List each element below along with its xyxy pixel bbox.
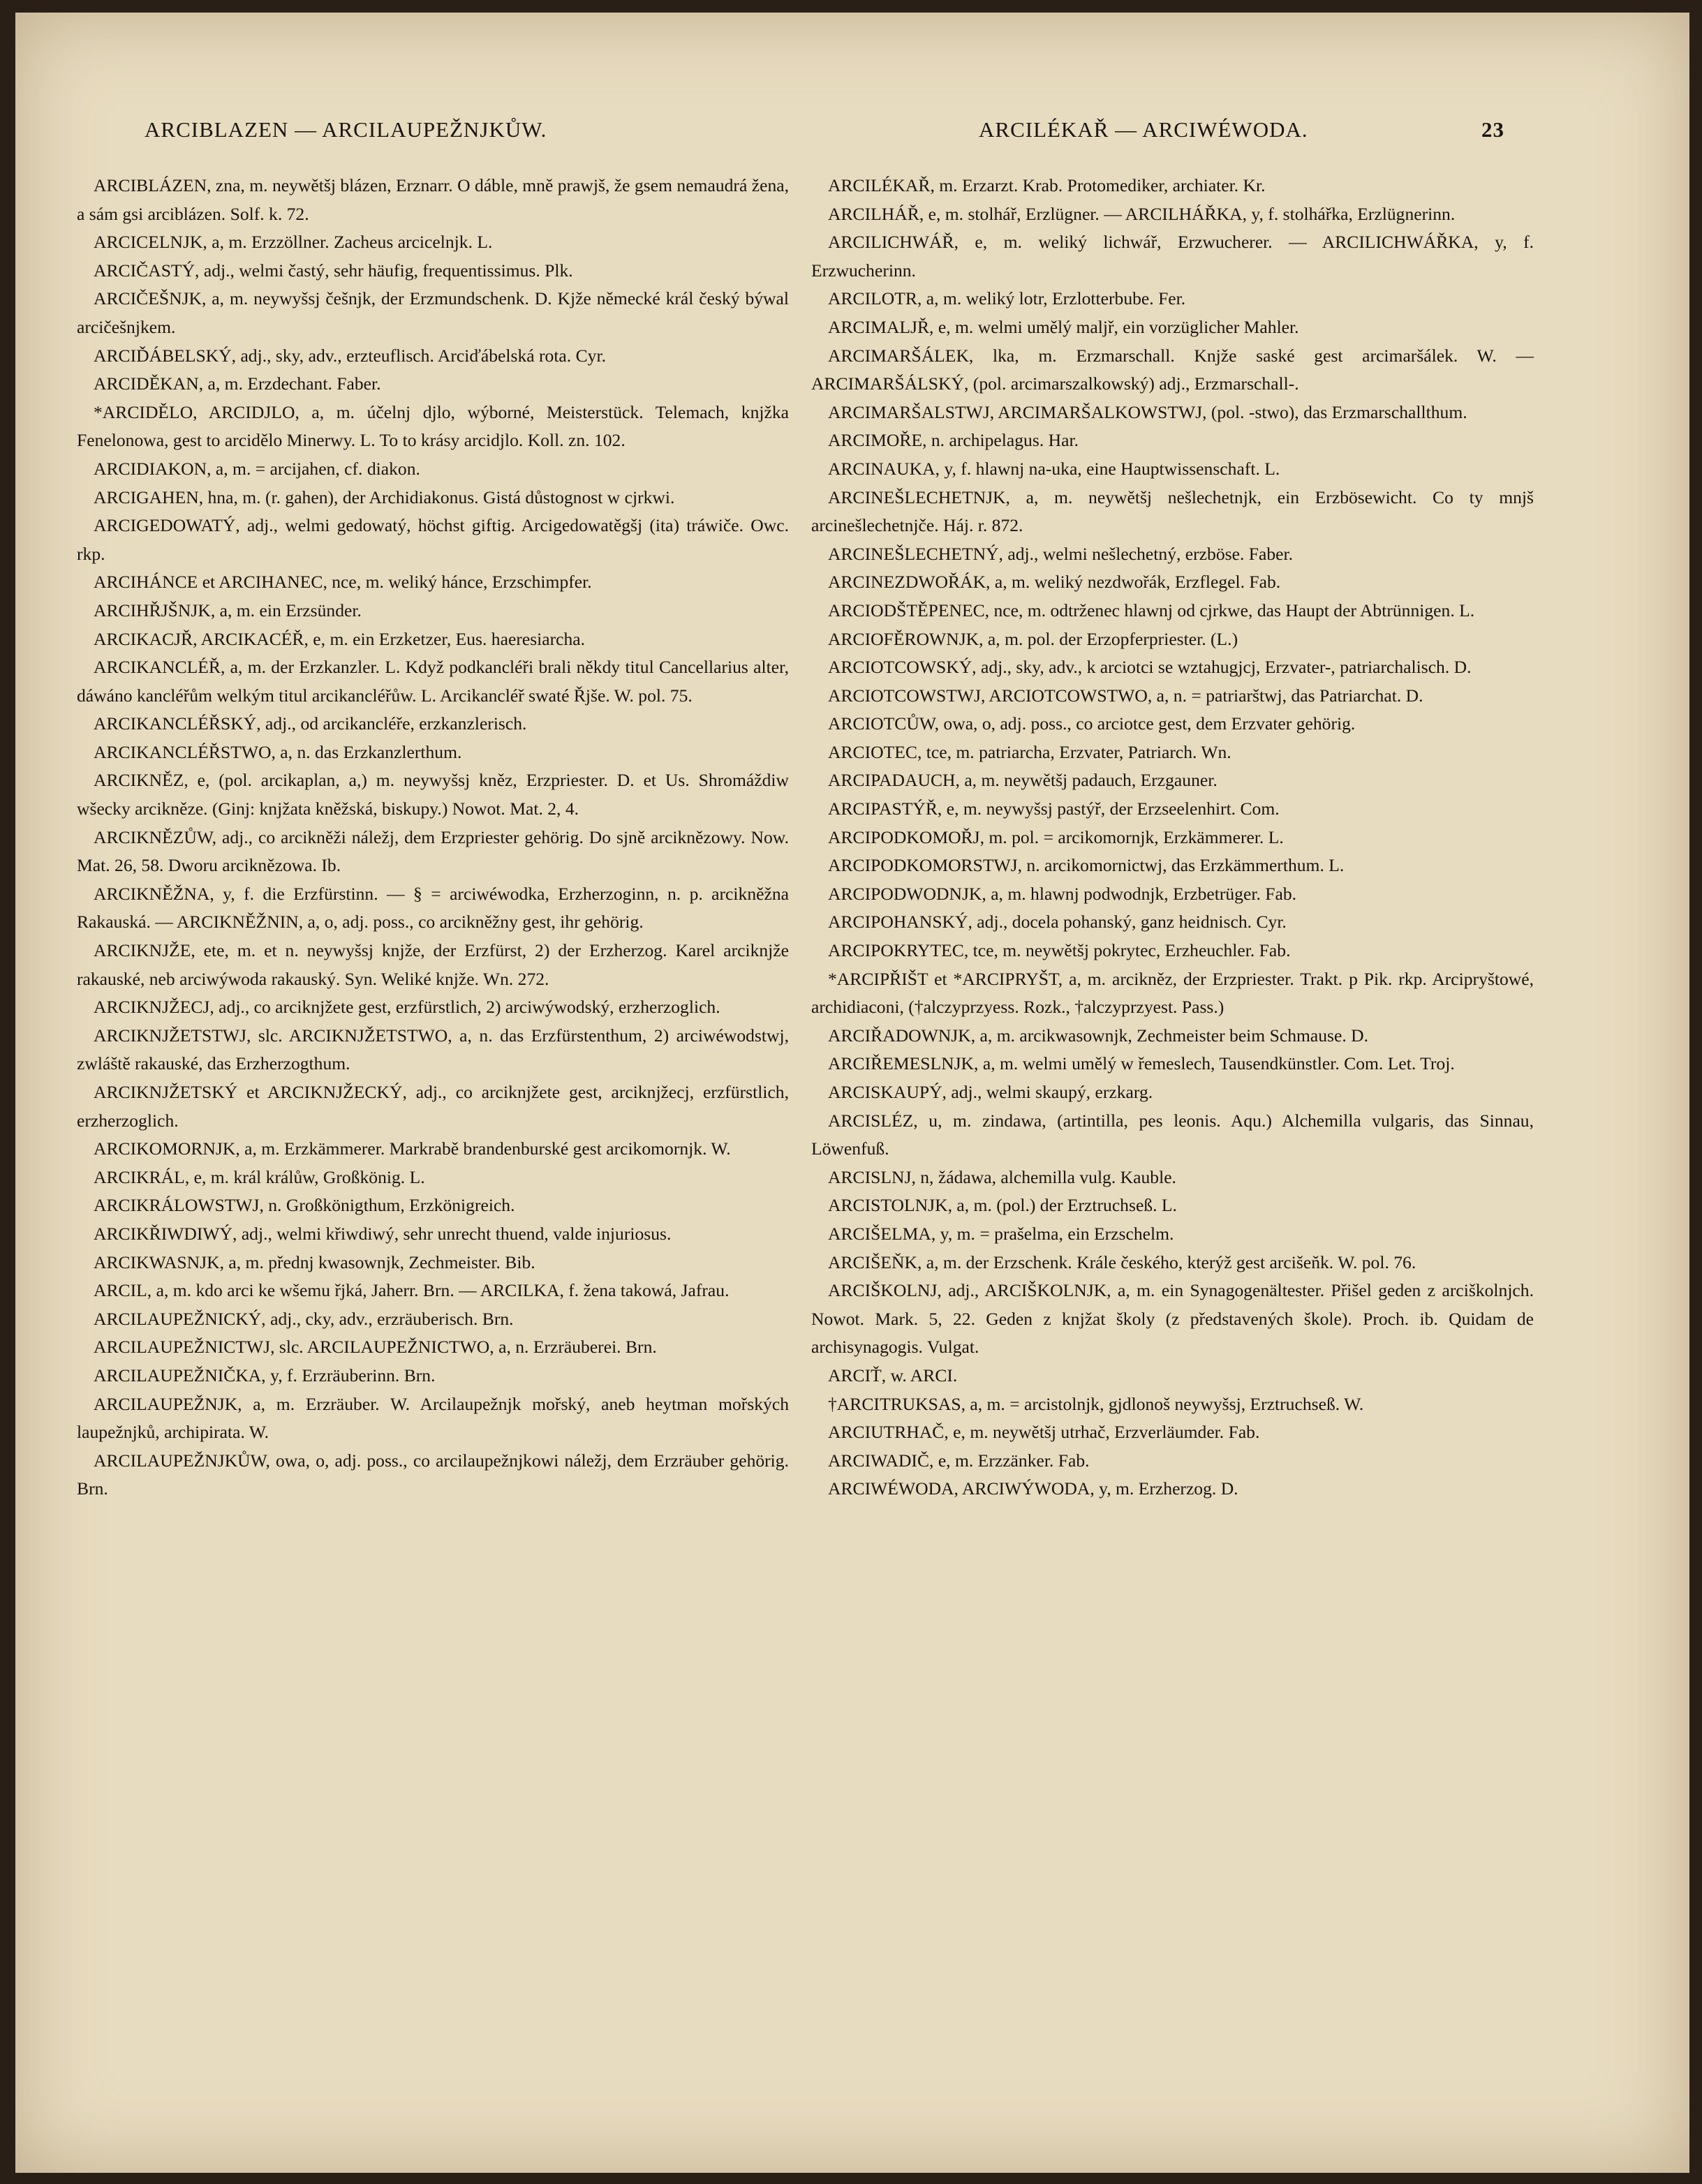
- dictionary-entry: *ARCIPŘIŠT et *ARCIPRYŠT, a, m. arcikněz, der Erzpriester. Trakt. p Pik. rkp. Arcipryštowé, archidiaconi, (†alczyprzyess. Rozk., †alczyprzyest. Pass.): [811, 968, 1534, 1018]
- dictionary-entry: ARCIKŘIWDIWÝ, adj., welmi křiwdiwý, sehr unrecht thuend, valde injuriosus.: [94, 1223, 672, 1244]
- dictionary-entry: ARCIPASTÝŘ, e, m. neywyšsj pastýř, der Erzseelenhirt. Com.: [828, 798, 1280, 819]
- dictionary-entry: ARCIMARŠÁLEK, lka, m. Erzmarschall. Knjže saské gest arcimaršálek. W. — ARCIMARŠÁLSKÝ, (pol. arcimarszalkowský) adj., Erzmarschall-.: [811, 345, 1534, 394]
- dictionary-entry: ARCIKNJŽE, ete, m. et n. neywyšsj knjže, der Erzfürst, 2) der Erzherzog. Karel arciknjže rakauské, neb arciwýwoda rakauský. Syn. Weliké knjže. Wn. 272.: [77, 940, 789, 989]
- left-column: [77, 172, 789, 1503]
- dictionary-entry: ARCIWÉWODA, ARCIWÝWODA, y, m. Erzherzog. D.: [828, 1478, 1238, 1499]
- dictionary-entry: ARCIL, a, m. kdo arci ke wšemu řjká, Jaherr. Brn. — ARCILKA, f. žena takowá, Jafrau.: [94, 1280, 730, 1301]
- dictionary-entry: ARCIKWASNJK, a, m. přednj kwasownjk, Zechmeister. Bib.: [94, 1251, 535, 1272]
- dictionary-entry: ARCIPOHANSKÝ, adj., docela pohanský, ganz heidnisch. Cyr.: [828, 912, 1287, 933]
- dictionary-entry: ARCIČEŠNJK, a, m. neywyšsj češnjk, der Erzmundschenk. D. Kjže německé král český býwal arcičešnjkem.: [77, 288, 789, 337]
- dictionary-entry: ARCIŠELMA, y, m. = prašelma, ein Erzschelm.: [828, 1223, 1174, 1244]
- right-column: [811, 172, 1534, 1503]
- dictionary-entry: ARCILOTR, a, m. weliký lotr, Erzlotterbube. Fer.: [828, 288, 1186, 309]
- dictionary-entry: ARCIPODKOMOŘJ, m. pol. = arcikomornjk, Erzkämmerer. L.: [828, 826, 1284, 847]
- dictionary-entry: ARCIGEDOWATÝ, adj., welmi gedowatý, höchst giftig. Arcigedowatěgšj (ita) tráwiče. Owc. rkp.: [77, 515, 789, 564]
- dictionary-entry: ARCIMARŠALSTWJ, ARCIMARŠALKOWSTWJ, (pol. -stwo), das Erzmarschallthum.: [828, 401, 1467, 422]
- dictionary-entry: ARCISTOLNJK, a, m. (pol.) der Erztruchseß. L.: [828, 1195, 1177, 1216]
- dictionary-entry: ARCILHÁŘ, e, m. stolhář, Erzlügner. — ARCILHÁŘKA, y, f. stolhářka, Erzlügnerinn.: [828, 203, 1456, 224]
- dictionary-entry: ARCIPODKOMORSTWJ, n. arcikomornictwj, das Erzkämmerthum. L.: [828, 855, 1345, 876]
- running-header: [15, 117, 1689, 152]
- dictionary-entry: ARCISLÉZ, u, m. zindawa, (artintilla, pes leonis. Aqu.) Alchemilla vulgaris, das Sinnau, Löwenfuß.: [811, 1110, 1534, 1159]
- dictionary-entry: ARCIOTCOWSTWJ, ARCIOTCOWSTWO, a, n. = patriarštwj, das Patriarchat. D.: [828, 685, 1423, 706]
- dictionary-entry: ARCILAUPEŽNIČKA, y, f. Erzräuberinn. Brn.: [94, 1365, 436, 1386]
- dictionary-entry: ARCIOTEC, tce, m. patriarcha, Erzvater, Patriarch. Wn.: [828, 741, 1231, 762]
- dictionary-entry: ARCILAUPEŽNICTWJ, slc. ARCILAUPEŽNICTWO, a, n. Erzräuberei. Brn.: [94, 1337, 657, 1358]
- dictionary-entry: ARCIKANCLÉŘSKÝ, adj., od arcikancléře, erzkanzlerisch.: [94, 713, 527, 734]
- dictionary-page: [15, 13, 1689, 2173]
- dictionary-entry: ARCILAUPEŽNJKŮW, owa, o, adj. poss., co arcilaupežnjkowi náležj, dem Erzräuber gehörig. Brn.: [77, 1450, 789, 1499]
- dictionary-entry: ARCIOTCOWSKÝ, adj., sky, adv., k arciotci se wztahugjcj, Erzvater-, patriarchalisch. D.: [828, 657, 1472, 678]
- dictionary-entry: ARCIŘADOWNJK, a, m. arcikwasownjk, Zechmeister beim Schmause. D.: [828, 1025, 1369, 1046]
- dictionary-entry: ARCIŘEMESLNJK, a, m. welmi umělý w řemeslech, Tausendkünstler. Com. Let. Troj.: [828, 1053, 1455, 1074]
- dictionary-entry: ARCIBLÁZEN, zna, m. neywětšj blázen, Erznarr. O dáble, mně prawjš, že gsem nemaudrá žena, a sám gsi arciblázen. Solf. k. 72.: [77, 175, 789, 224]
- dictionary-entry: ARCISLNJ, n, žádawa, alchemilla vulg. Kauble.: [828, 1166, 1176, 1187]
- dictionary-entry: ARCILICHWÁŘ, e, m. weliký lichwář, Erzwucherer. — ARCILICHWÁŘKA, y, f. Erzwucherinn.: [811, 232, 1534, 281]
- dictionary-entry: ARCIPOKRYTEC, tce, m. neywětšj pokrytec, Erzheuchler. Fab.: [828, 940, 1291, 961]
- dictionary-entry: ARCILÉKAŘ, m. Erzarzt. Krab. Protomediker, archiater. Kr.: [828, 175, 1266, 195]
- dictionary-entry: ARCIKNĚŽNA, y, f. die Erzfürstinn. — § = arciwéwodka, Erzherzoginn, n. p. arcikněžna Rakauská. — ARCIKNĚŽNIN, a, o, adj. poss., co arcikněžny gest, ihr gehörig.: [77, 883, 789, 933]
- dictionary-entry: ARCISKAUPÝ, adj., welmi skaupý, erzkarg.: [828, 1082, 1153, 1102]
- dictionary-entry: ARCIOFĚROWNJK, a, m. pol. der Erzopferpriester. (L.): [828, 628, 1238, 649]
- dictionary-entry: ARCIČASTÝ, adj., welmi častý, sehr häufig, frequentissimus. Plk.: [94, 260, 573, 281]
- dictionary-entry: ARCIKANCLÉŘSTWO, a, n. das Erzkanzlerthum.: [94, 741, 462, 762]
- dictionary-entry: ARCINEZDWOŘÁK, a, m. weliký nezdwořák, Erzflegel. Fab.: [828, 572, 1281, 593]
- dictionary-entry: ARCIKNĚZ, e, (pol. arcikaplan, a,) m. neywyšsj kněz, Erzpriester. D. et Us. Shromáždiw wšecky arcikněze. (Ginj: knjžata kněžská, biskupy.) Nowot. Mat. 2, 4.: [77, 770, 789, 819]
- dictionary-entry: ARCILAUPEŽNICKÝ, adj., cky, adv., erzräuberisch. Brn.: [94, 1308, 514, 1329]
- dictionary-entry: ARCIWADIČ, e, m. Erzzänker. Fab.: [828, 1450, 1090, 1471]
- dictionary-entry: ARCIHŘJŠNJK, a, m. ein Erzsünder.: [94, 600, 362, 621]
- dictionary-entry: ARCINEŠLECHETNJK, a, m. neywětšj nešlechetnjk, ein Erzbösewicht. Co ty mnjš arcinešlechetnjče. Háj. r. 872.: [811, 486, 1534, 536]
- dictionary-entry: ARCIKACJŘ, ARCIKACÉŘ, e, m. ein Erzketzer, Eus. haeresiarcha.: [94, 628, 586, 649]
- dictionary-entry: ARCIKNJŽETSKÝ et ARCIKNJŽECKÝ, adj., co arciknjžete gest, arciknjžecj, erzfürstlich, erzherzoglich.: [77, 1082, 789, 1131]
- dictionary-entry: ARCIMOŘE, n. archipelagus. Har.: [828, 430, 1079, 451]
- dictionary-entry: ARCIKNJŽECJ, adj., co arciknjžete gest, erzfürstlich, 2) arciwýwodský, erzherzoglich.: [94, 997, 720, 1018]
- dictionary-entry: ARCIDIAKON, a, m. = arcijahen, cf. diakon.: [94, 458, 420, 479]
- dictionary-entry: ARCIOTCŮW, owa, o, adj. poss., co arciotce gest, dem Erzvater gehörig.: [828, 713, 1356, 734]
- header-left: ARCIBLAZEN — ARCILAUPEŽNJKŮW.: [145, 117, 547, 142]
- dictionary-entry: †ARCITRUKSAS, a, m. = arcistolnjk, gjdlonoš neywyšsj, Erztruchseß. W.: [828, 1393, 1364, 1414]
- dictionary-entry: ARCIŤ, w. ARCI.: [828, 1365, 958, 1386]
- dictionary-entry: ARCIŠEŇK, a, m. der Erzschenk. Krále českého, kterýž gest arcišeňk. W. pol. 76.: [828, 1251, 1416, 1272]
- dictionary-entry: ARCIGAHEN, hna, m. (r. gahen), der Archidiakonus. Gistá důstognost w cjrkwi.: [94, 486, 675, 507]
- dictionary-entry: ARCIKOMORNJK, a, m. Erzkämmerer. Markrabě brandenburské gest arcikomornjk. W.: [94, 1138, 731, 1159]
- dictionary-entry: ARCIKANCLÉŘ, a, m. der Erzkanzler. L. Když podkancléři brali někdy titul Cancellarius alter, dáwáno kancléřům welkým titul arcikancléřůw. L. Arcikancléř swaté Řjše. W. pol. 75.: [77, 657, 789, 706]
- dictionary-entry: *ARCIDĚLO, ARCIDJLO, a, m. účelnj djlo, wýborné, Meisterstück. Telemach, knjžka Fenelonowa, gest to arcidělo Minerwy. L. To to krásy arcidjlo. Koll. zn. 102.: [77, 401, 789, 451]
- dictionary-entry: ARCIODŠTĚPENEC, nce, m. odtrženec hlawnj od cjrkwe, das Haupt der Abtrünnigen. L.: [828, 600, 1475, 621]
- dictionary-entry: ARCIKNJŽETSTWJ, slc. ARCIKNJŽETSTWO, a, n. das Erzfürstenthum, 2) arciwéwodstwj, zwláště rakauské, das Erzherzogthum.: [77, 1025, 789, 1074]
- dictionary-entry: ARCINEŠLECHETNÝ, adj., welmi nešlechetný, erzböse. Faber.: [828, 543, 1293, 564]
- dictionary-entry: ARCIDĚKAN, a, m. Erzdechant. Faber.: [94, 373, 381, 394]
- dictionary-entry: ARCIKNĚZŮW, adj., co arcikněži náležj, dem Erzpriester gehörig. Do sjně arciknězowy. Now. Mat. 26, 58. Dworu arciknězowa. Ib.: [77, 826, 789, 876]
- dictionary-entry: ARCIŠKOLNJ, adj., ARCIŠKOLNJK, a, m. ein Synagogenältester. Přišel geden z arciškolnjch. Nowot. Mark. 5, 22. Geden z knjžat školy (z představených škole). Proch. ib. Quidam de archisynagogis. Vulgat.: [811, 1280, 1534, 1358]
- dictionary-entry: ARCIPODWODNJK, a, m. hlawnj podwodnjk, Erzbetrüger. Fab.: [828, 883, 1297, 904]
- dictionary-entry: ARCIHÁNCE et ARCIHANEC, nce, m. weliký hánce, Erzschimpfer.: [94, 572, 592, 593]
- dictionary-entry: ARCIMALJŘ, e, m. welmi umělý maljř, ein vorzüglicher Mahler.: [828, 316, 1299, 337]
- dictionary-entry: ARCINAUKA, y, f. hlawnj na-uka, eine Hauptwissenschaft. L.: [828, 458, 1280, 479]
- dictionary-entry: ARCILAUPEŽNJK, a, m. Erzräuber. W. Arcilaupežnjk mořský, aneb heytman mořských laupežnjků, archipirata. W.: [77, 1393, 789, 1443]
- dictionary-entry: ARCIKRÁLOWSTWJ, n. Großkönigthum, Erzkönigreich.: [94, 1195, 515, 1216]
- page-number: 23: [1481, 117, 1504, 142]
- dictionary-entry: ARCICELNJK, a, m. Erzzöllner. Zacheus arcicelnjk. L.: [94, 232, 493, 253]
- dictionary-entry: ARCIPADAUCH, a, m. neywětšj padauch, Erzgauner.: [828, 770, 1218, 791]
- dictionary-entry: ARCIUTRHAČ, e, m. neywětšj utrhač, Erzverläumder. Fab.: [828, 1422, 1260, 1443]
- dictionary-entry: ARCIKRÁL, e, m. král králůw, Großkönig. L.: [94, 1166, 425, 1187]
- dictionary-entry: ARCIĎÁBELSKÝ, adj., sky, adv., erzteuflisch. Arciďábelská rota. Cyr.: [94, 345, 606, 366]
- header-right: ARCILÉKAŘ — ARCIWÉWODA.: [979, 117, 1308, 142]
